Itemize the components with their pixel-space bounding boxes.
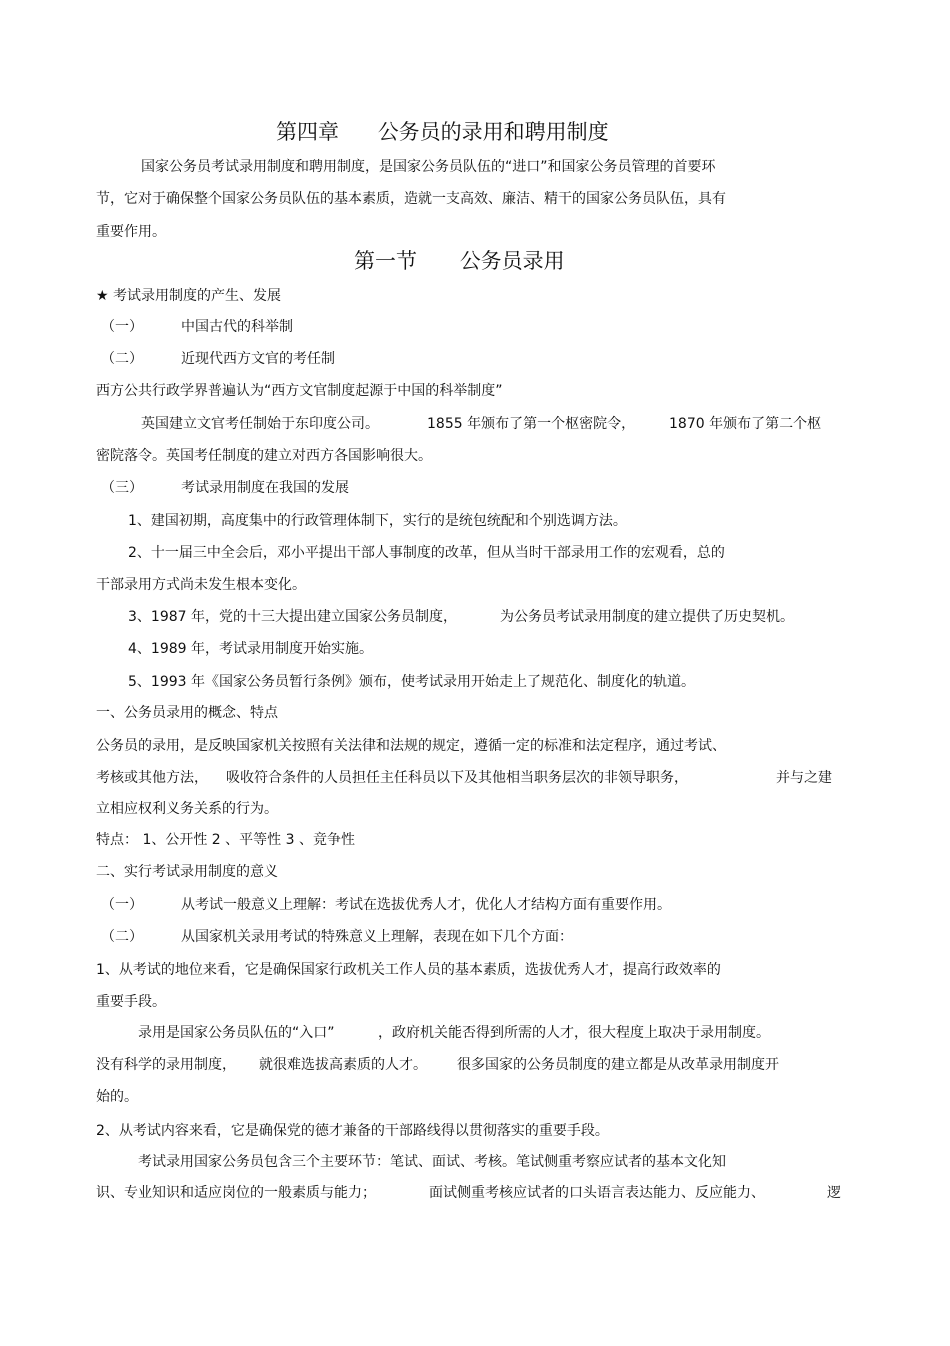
dev-item-1: 1、建国初期，高度集中的行政管理体制下，实行的是统包统配和个别选调方法。 — [128, 513, 627, 529]
dev-item-3b: 为公务员考试录用制度的建立提供了历史契机。 — [500, 609, 794, 625]
significance-1-text: 从考试一般意义上理解：考试在选拔优秀人才，优化人才结构方面有重要作用。 — [181, 897, 671, 913]
significance-1-num: （一） — [101, 897, 143, 913]
subheading-3-num: （三） — [101, 480, 143, 496]
intro-line-3: 重要作用。 — [96, 224, 166, 240]
point-2-para-2b: 面试侧重考核应试者的口头语言表达能力、反应能力、 — [429, 1185, 765, 1201]
subheading-3-text: 考试录用制度在我国的发展 — [181, 480, 349, 496]
intro-line-2: 节，它对于确保整个国家公务员队伍的基本素质，造就一支高效、廉洁、精干的国家公务员队伍，具有 — [96, 191, 726, 207]
dev-item-4: 4、1989 年，考试录用制度开始实施。 — [128, 641, 373, 657]
concept-line-1: 公务员的录用，是反映国家机关按照有关法律和法规的规定，遵循一定的标准和法定程序，通过考试、 — [96, 738, 726, 754]
point-2-line-1: 2、从考试内容来看，它是确保党的德才兼备的干部路线得以贯彻落实的重要手段。 — [96, 1123, 609, 1139]
dev-item-2: 2、十一届三中全会后，邓小平提出干部人事制度的改革，但从当时干部录用工作的宏观看，总的 — [128, 545, 725, 561]
subheading-2-text: 近现代西方文官的考任制 — [181, 351, 335, 367]
subheading-2-num: （二） — [101, 351, 143, 367]
point-1-para-2a: 没有科学的录用制度， — [96, 1057, 236, 1073]
point-1-line-1: 1、从考试的地位来看，它是确保国家行政机关工作人员的基本素质，选拔优秀人才，提高行政效率的 — [96, 962, 721, 978]
significance-heading: 二、实行考试录用制度的意义 — [96, 864, 278, 880]
star-heading: ★ 考试录用制度的产生、发展 — [96, 288, 282, 304]
concept-line-2c: 并与之建 — [776, 770, 832, 786]
point-2-para-2c: 逻 — [827, 1185, 841, 1201]
chapter-title — [276, 119, 609, 145]
point-1-line-2: 重要手段。 — [96, 994, 166, 1010]
concept-line-2b: 吸收符合条件的人员担任主任科员以下及其他相当职务层次的非领导职务， — [226, 770, 688, 786]
section-title — [354, 248, 565, 274]
british-b: 1855 年颁布了第一个枢密院令， — [427, 416, 636, 432]
point-1-para-1b: ，政府机关能否得到所需的人才，很大程度上取决于录用制度。 — [378, 1025, 770, 1041]
significance-2-num: （二） — [101, 929, 143, 945]
dev-item-5: 5、1993 年《国家公务员暂行条例》颁布，使考试录用开始走上了规范化、制度化的轨道。 — [128, 674, 695, 690]
features-line: 特点： 1、公开性 2 、平等性 3 、竞争性 — [96, 832, 355, 848]
western-quote: 西方公共行政学界普遍认为“西方文官制度起源于中国的科举制度” — [96, 383, 503, 399]
point-2-para-1: 考试录用国家公务员包含三个主要环节：笔试、面试、考核。笔试侧重考察应试者的基本文化知 — [138, 1154, 726, 1170]
intro-line-1: 国家公务员考试录用制度和聘用制度，是国家公务员队伍的“进口”和国家公务员管理的首要环 — [141, 159, 716, 175]
british-a: 英国建立文官考任制始于东印度公司。 — [141, 416, 379, 432]
point-1-para-3: 始的。 — [96, 1089, 138, 1105]
subheading-1-num: （一） — [101, 319, 143, 335]
section-number: 第一节 — [354, 249, 417, 273]
section-name: 公务员录用 — [459, 249, 565, 273]
chapter-name: 公务员的录用和聘用制度 — [377, 120, 609, 144]
point-1-para-2b: 就很难选拔高素质的人才。 — [259, 1057, 427, 1073]
point-1-para-2c: 很多国家的公务员制度的建立都是从改革录用制度开 — [457, 1057, 779, 1073]
point-1-para-1a: 录用是国家公务员队伍的“入口” — [138, 1025, 335, 1041]
concept-heading: 一、公务员录用的概念、特点 — [96, 705, 278, 721]
dev-item-2-cont: 干部录用方式尚未发生根本变化。 — [96, 577, 306, 593]
concept-line-3: 立相应权利义务关系的行为。 — [96, 801, 278, 817]
significance-2-text: 从国家机关录用考试的特殊意义上理解，表现在如下几个方面： — [181, 929, 573, 945]
dev-item-3a: 3、1987 年，党的十三大提出建立国家公务员制度， — [128, 609, 457, 625]
concept-line-2a: 考核或其他方法， — [96, 770, 208, 786]
british-line-2: 密院落令。英国考任制度的建立对西方各国影响很大。 — [96, 448, 432, 464]
british-c: 1870 年颁布了第二个枢 — [669, 416, 822, 432]
chapter-number: 第四章 — [276, 120, 339, 144]
point-2-para-2a: 识、专业知识和适应岗位的一般素质与能力； — [96, 1185, 376, 1201]
subheading-1-text: 中国古代的科举制 — [181, 319, 293, 335]
